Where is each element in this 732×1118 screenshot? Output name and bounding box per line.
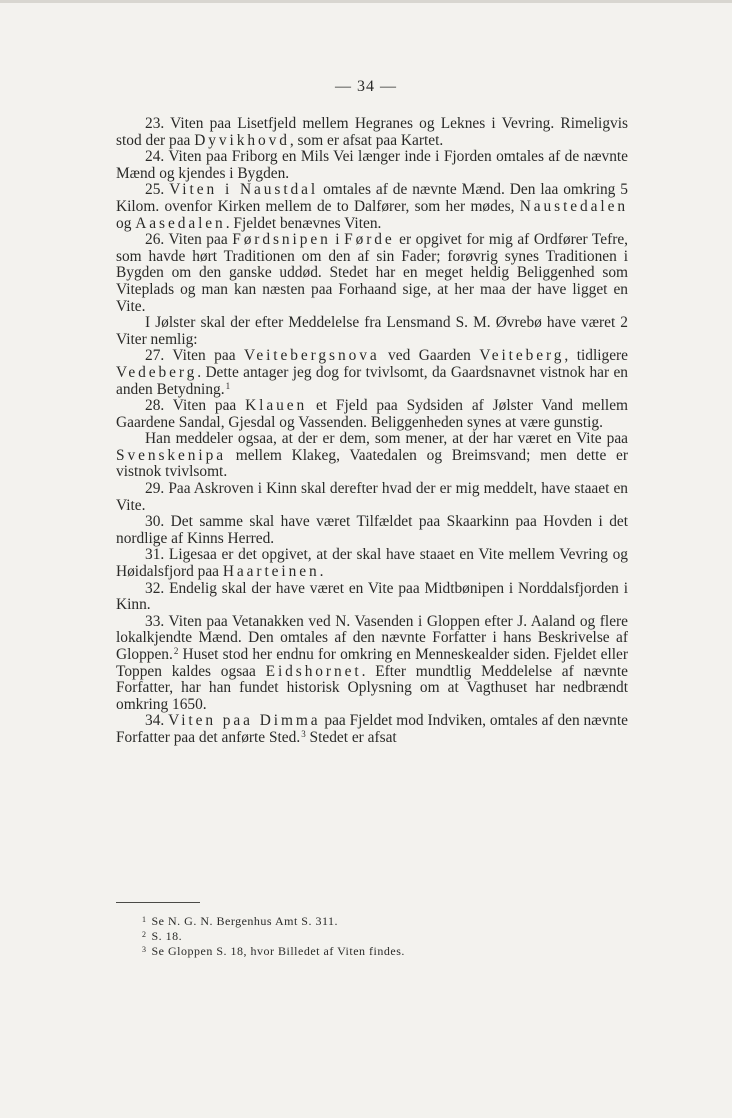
footnote-text: Se N. G. N. Bergenhus Amt S. 311. [151, 914, 339, 928]
footnote [142, 943, 622, 958]
footnote-ref: 3 [301, 728, 306, 739]
spaced-name: Aasedalen [135, 214, 226, 232]
text-run: 23. Viten paa Lisetfjeld mellem Hegranes og Leknes i Vevring. Rimeligvis stod der paa [116, 115, 628, 149]
paragraph [116, 232, 628, 315]
spaced-name: Viten i Naustdal [169, 181, 319, 199]
spaced-name: Svenskenipa [116, 446, 226, 464]
text-run: 34. [145, 712, 169, 730]
text-run: , tidligere [564, 347, 628, 365]
text-run: 32. Endelig skal der have været en Vite paa Midtbønipen i Norddalsfjorden i Kinn. [116, 579, 628, 614]
text-run: . Efter mundtlig Meddelelse af nævnte Forfatter, har han fundet historisk Oplysning om at Vagthuset har nedbrændt omkring 1650. [116, 662, 628, 713]
text-run: og [116, 214, 136, 232]
spaced-name: Haarteinen [222, 563, 320, 581]
paragraph [116, 116, 628, 149]
footnote [142, 928, 622, 943]
text-run: 24. Viten paa Friborg en Mils Vei længer inde i Fjorden omtales af de nævnte Mænd og kjendes i Bygden. [116, 148, 628, 182]
text-run: omtales af de nævnte Mænd. Den laa omkring 5 Kilom. ovenfor Kirken mellem de to Dalfører, som her mødes, [116, 181, 629, 215]
spaced-name: Eidshornet [265, 662, 362, 680]
text-run: paa Fjeldet mod Indviken, omtales af den nævnte Forfatter paa det anførte Sted. [116, 712, 628, 746]
scan-edge-line [0, 0, 732, 3]
paragraph [116, 514, 628, 547]
text-run: 29. Paa Askroven i Kinn skal derefter hvad der er mig meddelt, have staaet en Vite. [116, 480, 628, 514]
text-run: mellem Klakeg, Vaatedalen og Breimsvand; men dette er vistnok tvivlsomt. [116, 446, 628, 481]
text-run: ved Gaarden [379, 347, 480, 365]
spaced-name: Veiteberg [479, 347, 565, 365]
text-run: 30. Det samme skal have været Tilfældet paa Skaarkinn paa Hovden i det nordlige af Kinns Herred. [116, 513, 628, 547]
text-run: 33. Viten paa Vetanakken ved N. Vasenden i Gloppen efter J. Aaland og flere lokalkjendte Mænd. Den omtales af den nævnte Forfatter i hans Beskrivelse af Gloppen. [116, 612, 628, 663]
paragraph [116, 481, 628, 514]
text-run: . Dette antager jeg dog for tvivlsomt, da Gaardsnavnet vistnok har en anden Betydning. [116, 363, 628, 398]
body-text [116, 116, 628, 747]
spaced-name: Viten paa Dimma [168, 712, 321, 730]
page-number: — 34 — [335, 78, 397, 95]
paragraph [116, 614, 628, 714]
footnotes [142, 913, 622, 959]
spaced-name: Vedeberg [116, 363, 198, 381]
footnote-marker: 3 [142, 945, 147, 955]
text-run: er opgivet for mig af Ordfører Tefre, som havde hørt Traditionen om den af sin Fader; forøvrig synes Traditionen i Bygden om den ganske uddød. Stedet har en meget heldig Beliggenhed som Viteplads og man kan næsten paa Forhaand sige, at her maa der have ligget en Vite. [116, 231, 628, 315]
text-run: Stedet er afsat [305, 728, 397, 746]
text-run: I Jølster skal der efter Meddelelse fra Lensmand S. M. Øvrebø have været 2 Viter nemlig: [116, 314, 628, 348]
paragraph [116, 713, 628, 746]
text-run: 28. Viten paa [145, 397, 246, 415]
spaced-name: Førdsnipen [232, 231, 331, 249]
text-run: 26. Viten paa [145, 231, 233, 249]
text-run: Huset stod her endnu for omkring en Menneskealder siden. Fjeldet eller Toppen kaldes ogsaa [116, 646, 628, 680]
footnote-marker: 1 [142, 915, 147, 924]
footnote-divider [116, 902, 200, 903]
spaced-name: Førde [344, 231, 395, 249]
text-run: 25. [145, 181, 170, 199]
spaced-name: Klauen [245, 397, 308, 415]
text-run: . Fjeldet benævnes Viten. [225, 214, 382, 232]
paragraph [116, 182, 628, 232]
footnote [142, 913, 622, 928]
footnote-marker: 2 [142, 930, 147, 940]
text-run: . [319, 563, 324, 581]
paragraph [116, 547, 628, 580]
footnote-text: S. 18. [151, 929, 183, 944]
paragraph [116, 581, 628, 614]
text-run: , som er afsat paa Kartet. [289, 131, 444, 149]
text-run: 31. Ligesaa er det opgivet, at der skal have staaet en Vite mellem Vevring og Høidalsfjord paa [116, 546, 628, 581]
spaced-name: Veitebergsnova [244, 347, 380, 365]
text-run: Han meddeler ogsaa, at der er dem, som mener, at der har været en Vite paa [145, 430, 628, 448]
text-run: 27. Viten paa [145, 347, 245, 365]
footnote-text: Se Gloppen S. 18, hvor Billedet af Viten findes. [151, 944, 405, 959]
text-run: i [330, 231, 345, 249]
paragraph [116, 398, 628, 431]
paragraph [116, 348, 628, 398]
spaced-name: Naustedalen [519, 197, 628, 215]
paragraph [116, 315, 628, 348]
paragraph [116, 149, 628, 182]
footnote-ref: 2 [173, 646, 179, 656]
paragraph [116, 431, 628, 481]
spaced-name: Dyvikhovd [194, 131, 290, 149]
footnote-ref: 1 [225, 380, 231, 391]
text-run: et Fjeld paa Sydsiden af Jølster Vand mellem Gaardene Sandal, Gjesdal og Vassenden. Beliggenheden synes at være gunstig. [116, 397, 628, 431]
